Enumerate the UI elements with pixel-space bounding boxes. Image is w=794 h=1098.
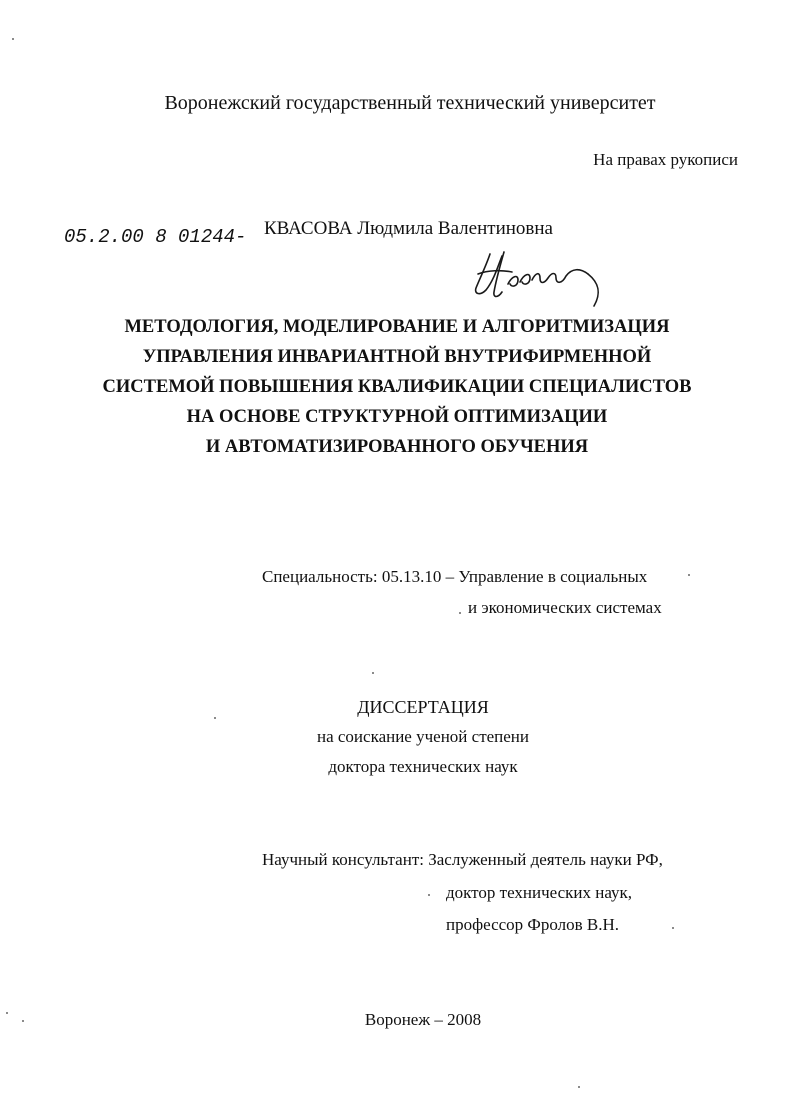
specialty-line-1: Специальность: 05.13.10 – Управление в социальных <box>262 567 648 586</box>
scan-speck <box>578 1086 580 1088</box>
consultant-line-2: доктор технических наук, <box>446 883 633 902</box>
city-year: Воронеж – 2008 <box>364 1010 482 1029</box>
dissertation-block <box>0 692 794 782</box>
manuscript-note: На правах рукописи <box>593 150 738 169</box>
university-name: Воронежский государственный технический университет <box>164 92 656 114</box>
author-name: КВАСОВА Людмила Валентиновна <box>264 218 553 239</box>
consultant-line-3: профессор Фролов В.Н. <box>446 915 620 934</box>
scan-speck <box>22 1020 24 1022</box>
title-line-1: МЕТОДОЛОГИЯ, МОДЕЛИРОВАНИЕ И АЛГОРИТМИЗАЦИЯ <box>124 317 670 337</box>
scan-speck <box>214 717 216 719</box>
title-line-2: УПРАВЛЕНИЯ ИНВАРИАНТНОЙ ВНУТРИФИРМЕННОЙ <box>142 347 652 367</box>
scan-speck <box>6 1012 8 1014</box>
handwritten-signature-icon <box>468 244 618 314</box>
dissertation-title <box>0 312 794 462</box>
degree-line-1: на соискание ученой степени <box>316 727 530 746</box>
archive-stamp: 05.2.00 8 01244- <box>64 226 247 248</box>
title-line-5: И АВТОМАТИЗИРОВАННОГО ОБУЧЕНИЯ <box>205 437 589 457</box>
dissertation-label: ДИССЕРТАЦИЯ <box>357 697 489 717</box>
consultant-line-1: Научный консультант: Заслуженный деятель науки РФ, <box>262 850 663 869</box>
scan-speck <box>459 612 461 614</box>
degree-line-2: доктора технических наук <box>328 757 518 776</box>
specialty-line-2: и экономических системах <box>468 598 662 617</box>
scan-speck <box>12 38 14 40</box>
scan-speck <box>688 574 690 576</box>
title-line-3: СИСТЕМОЙ ПОВЫШЕНИЯ КВАЛИФИКАЦИИ СПЕЦИАЛИСТОВ <box>102 377 692 397</box>
scan-speck <box>428 894 430 896</box>
scan-speck <box>672 927 674 929</box>
scan-speck <box>372 672 374 674</box>
title-line-4: НА ОСНОВЕ СТРУКТУРНОЙ ОПТИМИЗАЦИИ <box>186 407 608 427</box>
